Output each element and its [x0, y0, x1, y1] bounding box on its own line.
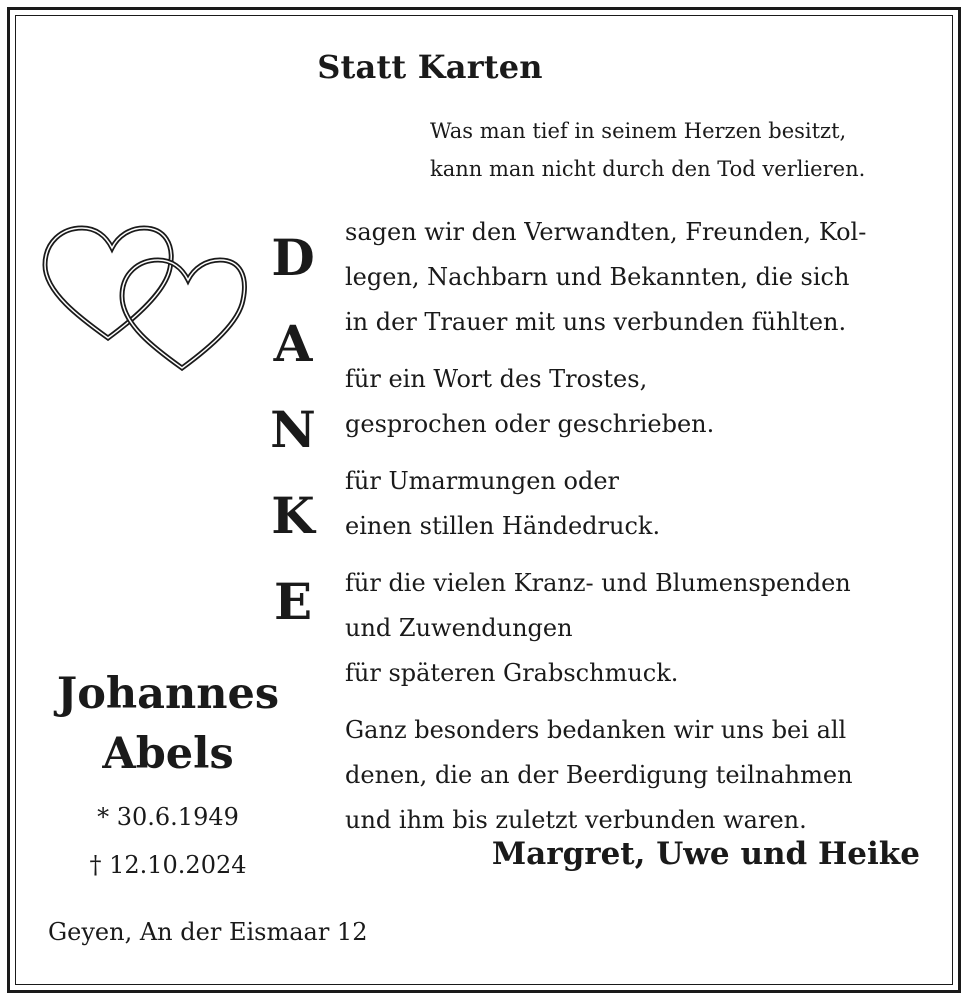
danke-letter: N: [270, 400, 316, 459]
text-line: Ganz besonders bedanken wir uns bei all: [345, 716, 847, 744]
first-name: Johannes: [56, 669, 280, 719]
paragraph: [345, 357, 935, 447]
danke-letter: D: [271, 228, 315, 287]
heading-statt-karten: Statt Karten: [317, 48, 543, 86]
text-line: für Umarmungen oder: [345, 467, 620, 495]
paragraph: [345, 561, 935, 696]
signers: Margret, Uwe und Heike: [491, 836, 920, 872]
danke-letter: A: [273, 314, 313, 373]
text-line: denen, die an der Beerdigung teilnahmen: [345, 761, 853, 789]
danke-vertical: [262, 215, 324, 645]
danke-letter: K: [271, 486, 315, 545]
birth-date: * 30.6.1949: [97, 803, 239, 831]
paragraph: [345, 459, 935, 549]
intertwined-hearts-icon: [40, 220, 250, 380]
life-dates: [40, 793, 296, 889]
text-line: und ihm bis zuletzt verbunden waren.: [345, 806, 807, 834]
last-name: Abels: [102, 729, 234, 779]
text-line: für ein Wort des Trostes,: [345, 365, 648, 393]
text-line: einen stillen Händedruck.: [345, 512, 661, 540]
text-line: und Zuwendungen: [345, 614, 573, 642]
danke-letter: E: [273, 572, 313, 631]
thanks-text: [345, 210, 935, 855]
text-line: sagen wir den Verwandten, Freunden, Kol-: [345, 218, 867, 246]
text-line: für die vielen Kranz- und Blumenspenden: [345, 569, 851, 597]
death-date: † 12.10.2024: [89, 851, 247, 879]
text-line: für späteren Grabschmuck.: [345, 659, 679, 687]
deceased-name: [40, 664, 296, 784]
text-line: legen, Nachbarn und Bekannten, die sich: [345, 263, 850, 291]
quote-line: Was man tief in seinem Herzen besitzt,: [430, 119, 847, 143]
quote-line: kann man nicht durch den Tod verlieren.: [430, 157, 866, 181]
address: Geyen, An der Eismaar 12: [48, 918, 368, 946]
paragraph: [345, 708, 935, 843]
text-line: gesprochen oder geschrieben.: [345, 410, 715, 438]
quote-block: [430, 112, 930, 188]
text-line: in der Trauer mit uns verbunden fühlten.: [345, 308, 847, 336]
paragraph: [345, 210, 935, 345]
